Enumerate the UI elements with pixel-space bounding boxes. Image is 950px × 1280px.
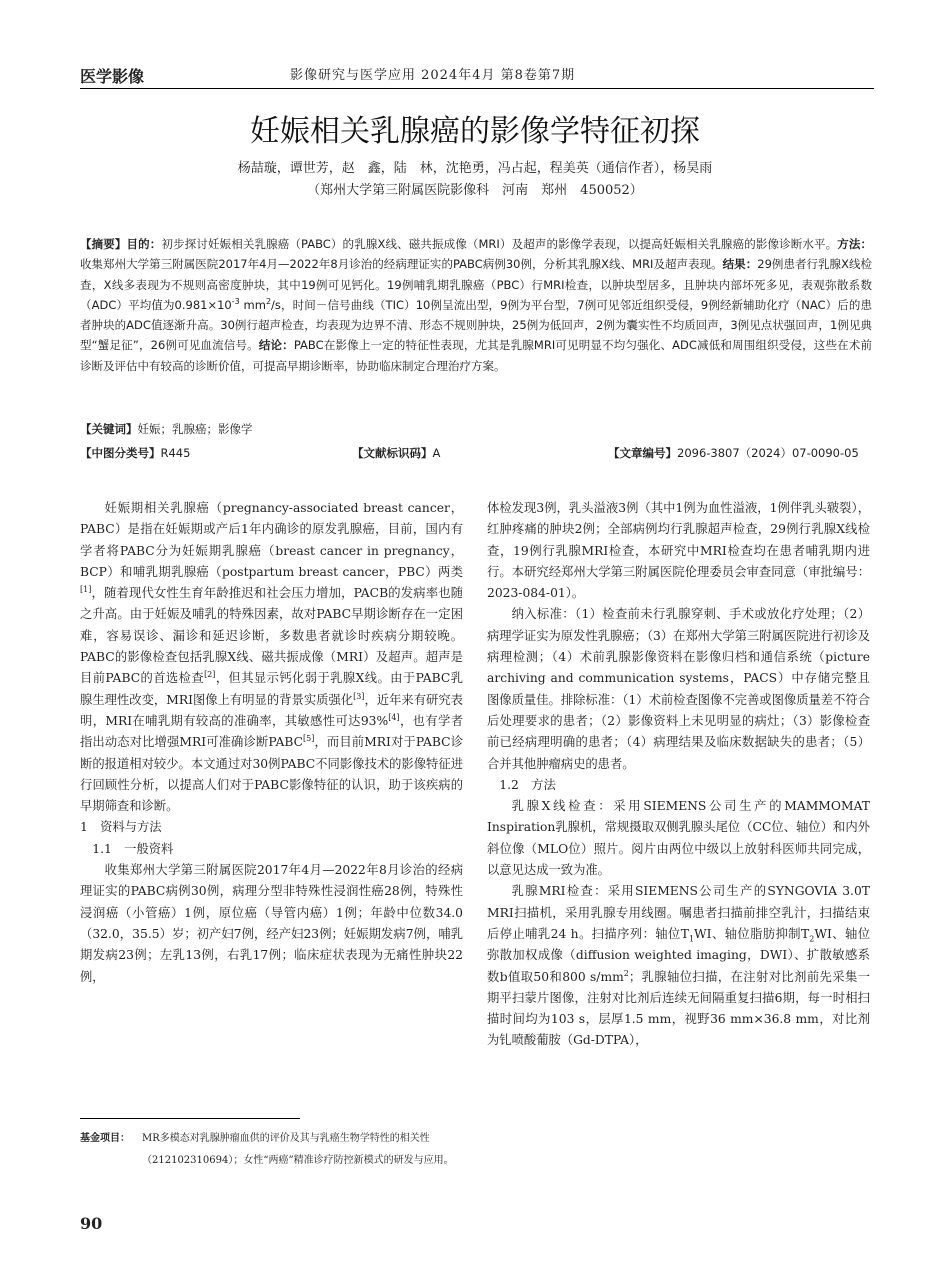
funding-footnote — [80, 1128, 465, 1172]
exponent: -3 — [231, 297, 240, 307]
doc-label: 【文献标识码】 — [352, 446, 433, 460]
right-column — [487, 498, 870, 1052]
footnote-label: 基金项目： — [80, 1133, 130, 1144]
citation: [1] — [80, 585, 92, 595]
result-label: 结果： — [722, 257, 758, 272]
subsection-heading: 1.2 方法 — [499, 777, 556, 792]
abstract — [80, 234, 872, 376]
abstract-result-unit: mm — [239, 297, 266, 312]
affiliation: （郑州大学第三附属医院影像科 河南 郑州 450052） — [307, 183, 643, 198]
text-run: 乳腺MRI检查：采用SIEMENS公司生产的SYNGOVIA 3.0T MRI扫描机，采用乳腺专用线圈。嘱患者扫描前排空乳汁，扫描结束后停止哺乳24 h。扫描序列：轴位T — [487, 884, 870, 941]
subscript: 1 — [688, 934, 695, 944]
left-column — [80, 498, 463, 988]
keywords-label: 【关键词】 — [80, 422, 138, 436]
clc-label: 【中图分类号】 — [80, 446, 161, 460]
clc-value: R445 — [160, 446, 191, 460]
abstract-result-cont: /s，时间－信号曲线（TIC）10例呈流出型，9例为平台型，7例可见邻近组织受侵，9例经新辅助化疗（NAC）后的患者肿块的ADC值逐渐升高。30例行超声检查，均表现为边界不清、形态不规则肿块，25例为低回声，2例为囊实性不均质回声，3例见点状强回声，1例见典型“蟹足征”，26例可见血流信号。 — [80, 297, 873, 353]
xray-method-paragraph: 乳腺X线检查：采用SIEMENS公司生产的MAMMOMAT Inspiration乳腺机，常规摄取双侧乳腺头尾位（CC位、轴位）和内外斜位像（MLO位）照片。阅片由两位中级以上放射科医师共同完成，以意见达成一致为准。 — [487, 799, 870, 878]
subscript: 2 — [809, 934, 815, 944]
text-run: ，随着现代女性生育年龄推迟和社会压力增加，PACB的发病率也随之升高。由于妊娠及哺乳的特殊因素，故对PABC早期诊断存在一定困难，容易误诊、漏诊和延迟诊断，多数患者就诊时疾病分期较晚。PABC的影像检查包括乳腺X线、磁共振成像（MRI）及超声。超声是目前PABC的首选检查 — [80, 586, 463, 686]
criteria-paragraph: 纳入标准：（1）检查前未行乳腺穿刺、手术或放化疗处理；（2）病理学证实为原发性乳腺癌；（3）在郑州大学第三附属医院进行初诊及病理检测；（4）术前乳腺影像资料在影像归档和通信系统（picture archiving and communication systems，PACS）中存储完整且图像质量佳。排除标准：（1）术前检查图像不完善或图像质量差不符合后处理要求的患者；（2）影像资料上未见明显的病灶；（3）影像检查前已经病理明确的患者；（4）病理结果及临床数据缺失的患者；（5）合并其他肿瘤病史的患者。 — [487, 607, 870, 771]
text-run: 妊娠期相关乳腺癌（pregnancy-associated breast cancer，PABC）是指在妊娠期或产后1年内确诊的原发乳腺癌，目前，国内有学者将PABC分为妊娠期乳腺癌（breast cancer in pregnancy，BCP）和哺乳期乳腺癌（postpartum breast cancer，PBC）两类 — [80, 501, 463, 579]
author-list: 杨喆璇，谭世芳，赵 鑫，陆 林，沈艳勇，冯占起，程美英（通信作者），杨昊雨 — [237, 161, 713, 176]
citation: [3] — [353, 691, 365, 701]
subsection-heading: 1.1 一般资料 — [92, 841, 174, 856]
general-data-cont: 体检发现3例，乳头溢液3例（其中1例为血性溢液，1例伴乳头皲裂），红肿疼痛的肿块2例；全部病例均行乳腺超声检查，29例行乳腺X线检查，19例行乳腺MRI检查，本研究中MRI检查均在患者哺乳期内进行。本研究经郑州大学第三附属医院伦理委员会审查同意（审批编号：2023-084-01）。 — [487, 501, 870, 601]
abstract-purpose: 初步探讨妊娠相关乳腺癌（PABC）的乳腺X线、磁共振成像（MRI）及超声的影像学表现，以提高妊娠相关乳腺癌的影像诊断水平。 — [161, 237, 838, 251]
doc-code — [352, 445, 440, 461]
clc-number — [80, 445, 190, 461]
keywords — [80, 421, 253, 437]
abstract-label: 【摘要】 — [80, 237, 127, 251]
general-data-paragraph: 收集郑州大学第三附属医院2017年4月—2022年8月诊治的经病理证实的PABC病例30例，病理分型非特殊性浸润性癌28例，特殊性浸润癌（小管癌）1例，原位癌（导管内癌）1例；年龄中位数34.0（32.0，35.5）岁；初产妇7例，经产妇23例；妊娠期发病7例，哺乳期发病23例；左乳13例，右乳17例；临床症状表现为无痛性肿块22例， — [80, 863, 463, 984]
article-value: 2096-3807（2024）07-0090-05 — [677, 446, 859, 460]
abstract-result: 29例患者行乳腺X线检查，X线多表现为不规则高密度肿块，其中19例可见钙化。19例哺乳期乳腺癌（PBC）行MRI检查，以肿块型居多，且肿块内部坏死多见，表观弥散系数（ADC）平均值为0.981×10 — [80, 257, 873, 312]
citation: [5] — [303, 734, 315, 744]
text-run: ，也有学者指出动态对比增强MRI可准确诊断PABC — [80, 713, 463, 750]
doc-value: A — [432, 446, 441, 460]
footnote-divider — [80, 1118, 300, 1119]
mri-method-paragraph — [487, 881, 870, 1051]
method-label: 方法： — [837, 237, 873, 251]
exponent: 2 — [265, 297, 272, 307]
page-number: 90 — [80, 1214, 103, 1233]
section-label: 医学影像 — [80, 67, 145, 86]
abstract-conclusion: PABC在影像上一定的特征性表现，尤其是乳腺MRI可见明显不均匀强化、ADC减低和周围组织受侵，这些在术前诊断及评估中有较高的诊断价值，可提高早期诊断率，协助临床制定合理治疗方案。 — [80, 338, 872, 373]
text-run: ；乳腺轴位扫描，在注射对比剂前先采集一期平扫蒙片图像，注射对比剂后连续无间隔重复扫描6期，每一时相扫描时间均为103 s，层厚1.5 mm，视野36 mm×36.8 mm，对比剂为钆喷酸葡胺（Gd-DTPA）， — [487, 969, 870, 1048]
section-heading: 1 资料与方法 — [80, 820, 162, 835]
text-run: WI、轴位脂肪抑制T — [694, 926, 810, 941]
keywords-value: 妊娠；乳腺癌；影像学 — [137, 422, 253, 436]
article-label: 【文章编号】 — [608, 446, 677, 460]
citation: [4] — [388, 712, 400, 722]
text-run: WI、轴位弥散加权成像（diffusion weighted imaging，DWI）、扩散敏感系数b值取50和800 s/mm — [487, 926, 871, 984]
footnote-text: MR多模态对乳腺肿瘤血供的评价及其与乳癌生物学特性的相关性（212102310694）；女性“两癌”精准诊疗防控新模式的研发与应用。 — [142, 1133, 454, 1166]
article-title: 妊娠相关乳腺癌的影像学特征初探 — [250, 114, 700, 149]
intro-paragraph — [80, 498, 463, 817]
article-number — [608, 445, 859, 461]
header-divider — [80, 88, 874, 89]
abstract-method: 收集郑州大学第三附属医院2017年4月—2022年8月诊治的经病理证实的PABC病例30例，分析其乳腺X线、MRI及超声表现。 — [80, 257, 723, 272]
text-run: ，近年来有研究表明，MRI在哺乳期有较高的准确率，其敏感性可达93% — [80, 692, 463, 728]
text-run: ，但其显示钙化弱于乳腺X线。由于PABC乳腺生理性改变，MRI图像上有明显的背景实质强化 — [80, 671, 463, 707]
citation: [2] — [204, 670, 216, 680]
exponent: 2 — [623, 968, 629, 978]
text-run: ，而目前MRI对于PABC诊断的报道相对较少。本文通过对30例PABC不同影像技术的影像特征进行回顾性分析，以提高人们对于PABC影像特征的认识，助于该疾病的早期筛查和诊断。 — [80, 735, 463, 814]
journal-header: 影像研究与医学应用 2024年4月 第8卷第7期 — [290, 68, 576, 83]
purpose-label: 目的： — [126, 237, 162, 251]
conclusion-label: 结论： — [258, 338, 294, 353]
